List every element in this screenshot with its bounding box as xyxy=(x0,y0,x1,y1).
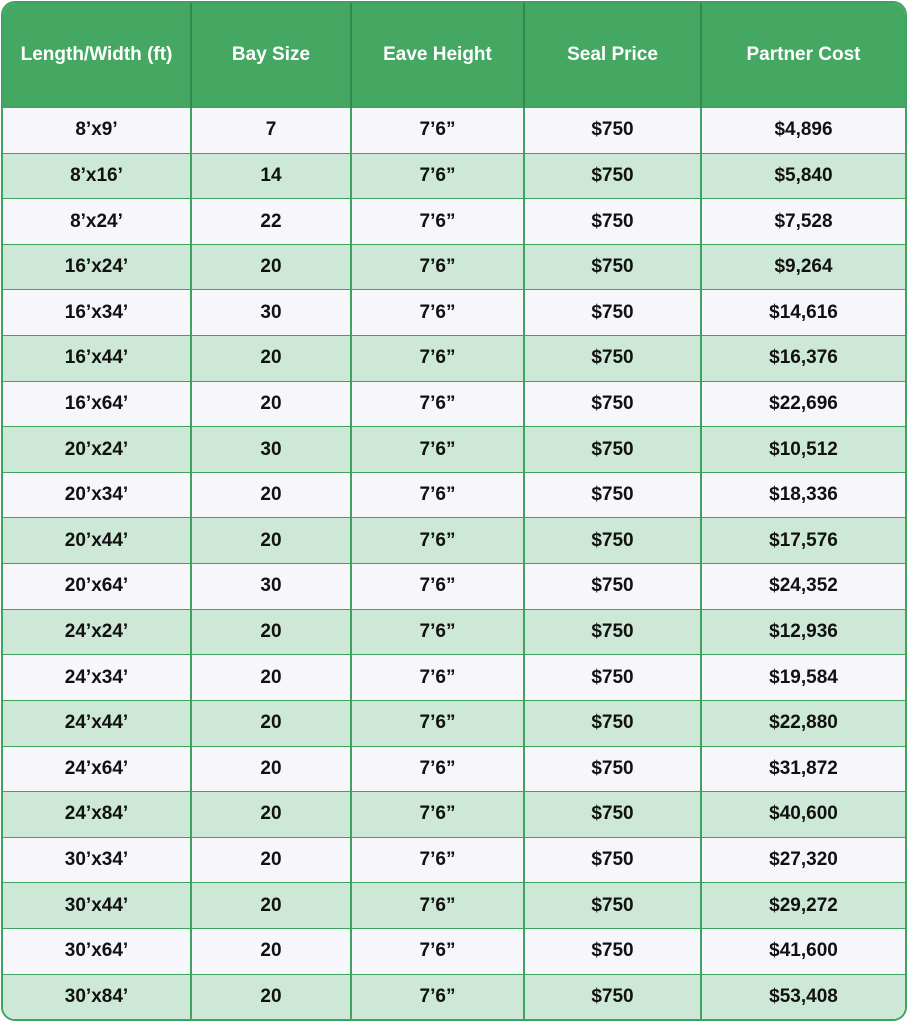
pricing-table-container xyxy=(1,1,907,1021)
table-row xyxy=(3,153,905,199)
cell-length-width: 30’x44’ xyxy=(3,883,191,929)
table-row xyxy=(3,700,905,746)
cell-length-width: 8’x9’ xyxy=(3,108,191,154)
cell-length-width: 30’x34’ xyxy=(3,837,191,883)
table-row xyxy=(3,655,905,701)
cell-seal-price: $750 xyxy=(524,518,701,564)
cell-eave-height: 7’6” xyxy=(351,700,524,746)
cell-seal-price: $750 xyxy=(524,336,701,382)
header-length-width: Length/Width (ft) xyxy=(3,3,191,108)
cell-eave-height: 7’6” xyxy=(351,564,524,610)
header-eave-height: Eave Height xyxy=(351,3,524,108)
cell-partner-cost: $4,896 xyxy=(701,108,905,154)
cell-length-width: 16’x64’ xyxy=(3,381,191,427)
cell-partner-cost: $31,872 xyxy=(701,746,905,792)
cell-eave-height: 7’6” xyxy=(351,290,524,336)
cell-bay-size: 30 xyxy=(191,564,351,610)
cell-length-width: 20’x64’ xyxy=(3,564,191,610)
header-row xyxy=(3,3,905,108)
cell-partner-cost: $7,528 xyxy=(701,199,905,245)
table-row xyxy=(3,974,905,1019)
cell-eave-height: 7’6” xyxy=(351,883,524,929)
cell-length-width: 20’x34’ xyxy=(3,472,191,518)
cell-bay-size: 20 xyxy=(191,472,351,518)
cell-length-width: 24’x84’ xyxy=(3,792,191,838)
cell-eave-height: 7’6” xyxy=(351,472,524,518)
cell-length-width: 20’x44’ xyxy=(3,518,191,564)
cell-length-width: 24’x64’ xyxy=(3,746,191,792)
cell-eave-height: 7’6” xyxy=(351,928,524,974)
cell-seal-price: $750 xyxy=(524,700,701,746)
cell-partner-cost: $29,272 xyxy=(701,883,905,929)
cell-length-width: 8’x24’ xyxy=(3,199,191,245)
cell-length-width: 20’x24’ xyxy=(3,427,191,473)
cell-eave-height: 7’6” xyxy=(351,609,524,655)
cell-bay-size: 14 xyxy=(191,153,351,199)
cell-length-width: 24’x34’ xyxy=(3,655,191,701)
cell-bay-size: 20 xyxy=(191,883,351,929)
cell-bay-size: 20 xyxy=(191,792,351,838)
cell-seal-price: $750 xyxy=(524,974,701,1019)
cell-partner-cost: $18,336 xyxy=(701,472,905,518)
cell-bay-size: 20 xyxy=(191,974,351,1019)
cell-seal-price: $750 xyxy=(524,609,701,655)
cell-bay-size: 20 xyxy=(191,837,351,883)
cell-eave-height: 7’6” xyxy=(351,381,524,427)
table-body xyxy=(3,108,905,1020)
cell-partner-cost: $24,352 xyxy=(701,564,905,610)
cell-bay-size: 22 xyxy=(191,199,351,245)
cell-seal-price: $750 xyxy=(524,244,701,290)
cell-bay-size: 20 xyxy=(191,381,351,427)
cell-partner-cost: $12,936 xyxy=(701,609,905,655)
cell-seal-price: $750 xyxy=(524,564,701,610)
table-row xyxy=(3,381,905,427)
cell-partner-cost: $27,320 xyxy=(701,837,905,883)
table-row xyxy=(3,928,905,974)
cell-seal-price: $750 xyxy=(524,381,701,427)
cell-partner-cost: $40,600 xyxy=(701,792,905,838)
cell-eave-height: 7’6” xyxy=(351,153,524,199)
table-row xyxy=(3,564,905,610)
cell-eave-height: 7’6” xyxy=(351,655,524,701)
table-row xyxy=(3,336,905,382)
table-row xyxy=(3,792,905,838)
header-bay-size: Bay Size xyxy=(191,3,351,108)
cell-bay-size: 20 xyxy=(191,700,351,746)
cell-length-width: 16’x34’ xyxy=(3,290,191,336)
cell-bay-size: 20 xyxy=(191,244,351,290)
cell-seal-price: $750 xyxy=(524,108,701,154)
cell-bay-size: 7 xyxy=(191,108,351,154)
cell-seal-price: $750 xyxy=(524,472,701,518)
cell-eave-height: 7’6” xyxy=(351,746,524,792)
table-row xyxy=(3,609,905,655)
header-seal-price: Seal Price xyxy=(524,3,701,108)
cell-eave-height: 7’6” xyxy=(351,108,524,154)
cell-bay-size: 20 xyxy=(191,609,351,655)
cell-eave-height: 7’6” xyxy=(351,336,524,382)
cell-bay-size: 30 xyxy=(191,427,351,473)
cell-seal-price: $750 xyxy=(524,427,701,473)
cell-seal-price: $750 xyxy=(524,883,701,929)
cell-seal-price: $750 xyxy=(524,153,701,199)
cell-seal-price: $750 xyxy=(524,655,701,701)
cell-partner-cost: $53,408 xyxy=(701,974,905,1019)
cell-eave-height: 7’6” xyxy=(351,244,524,290)
table-row xyxy=(3,518,905,564)
table-row xyxy=(3,883,905,929)
table-row xyxy=(3,199,905,245)
header-partner-cost: Partner Cost xyxy=(701,3,905,108)
table-row xyxy=(3,290,905,336)
cell-partner-cost: $17,576 xyxy=(701,518,905,564)
cell-length-width: 24’x24’ xyxy=(3,609,191,655)
cell-seal-price: $750 xyxy=(524,928,701,974)
cell-seal-price: $750 xyxy=(524,837,701,883)
cell-length-width: 30’x84’ xyxy=(3,974,191,1019)
cell-bay-size: 20 xyxy=(191,336,351,382)
cell-length-width: 16’x24’ xyxy=(3,244,191,290)
table-header xyxy=(3,3,905,108)
cell-partner-cost: $5,840 xyxy=(701,153,905,199)
cell-partner-cost: $22,880 xyxy=(701,700,905,746)
cell-length-width: 16’x44’ xyxy=(3,336,191,382)
table-row xyxy=(3,837,905,883)
cell-eave-height: 7’6” xyxy=(351,792,524,838)
table-row xyxy=(3,108,905,154)
cell-length-width: 24’x44’ xyxy=(3,700,191,746)
cell-partner-cost: $16,376 xyxy=(701,336,905,382)
pricing-table xyxy=(3,3,905,1019)
cell-bay-size: 20 xyxy=(191,655,351,701)
cell-eave-height: 7’6” xyxy=(351,427,524,473)
cell-partner-cost: $19,584 xyxy=(701,655,905,701)
cell-bay-size: 20 xyxy=(191,746,351,792)
cell-partner-cost: $10,512 xyxy=(701,427,905,473)
cell-bay-size: 20 xyxy=(191,518,351,564)
cell-partner-cost: $9,264 xyxy=(701,244,905,290)
cell-eave-height: 7’6” xyxy=(351,199,524,245)
cell-length-width: 30’x64’ xyxy=(3,928,191,974)
cell-seal-price: $750 xyxy=(524,792,701,838)
cell-seal-price: $750 xyxy=(524,290,701,336)
table-row xyxy=(3,472,905,518)
table-row xyxy=(3,427,905,473)
cell-partner-cost: $14,616 xyxy=(701,290,905,336)
cell-bay-size: 30 xyxy=(191,290,351,336)
cell-length-width: 8’x16’ xyxy=(3,153,191,199)
table-row xyxy=(3,244,905,290)
cell-bay-size: 20 xyxy=(191,928,351,974)
cell-seal-price: $750 xyxy=(524,746,701,792)
cell-eave-height: 7’6” xyxy=(351,518,524,564)
cell-eave-height: 7’6” xyxy=(351,837,524,883)
cell-eave-height: 7’6” xyxy=(351,974,524,1019)
cell-partner-cost: $22,696 xyxy=(701,381,905,427)
table-row xyxy=(3,746,905,792)
cell-partner-cost: $41,600 xyxy=(701,928,905,974)
cell-seal-price: $750 xyxy=(524,199,701,245)
